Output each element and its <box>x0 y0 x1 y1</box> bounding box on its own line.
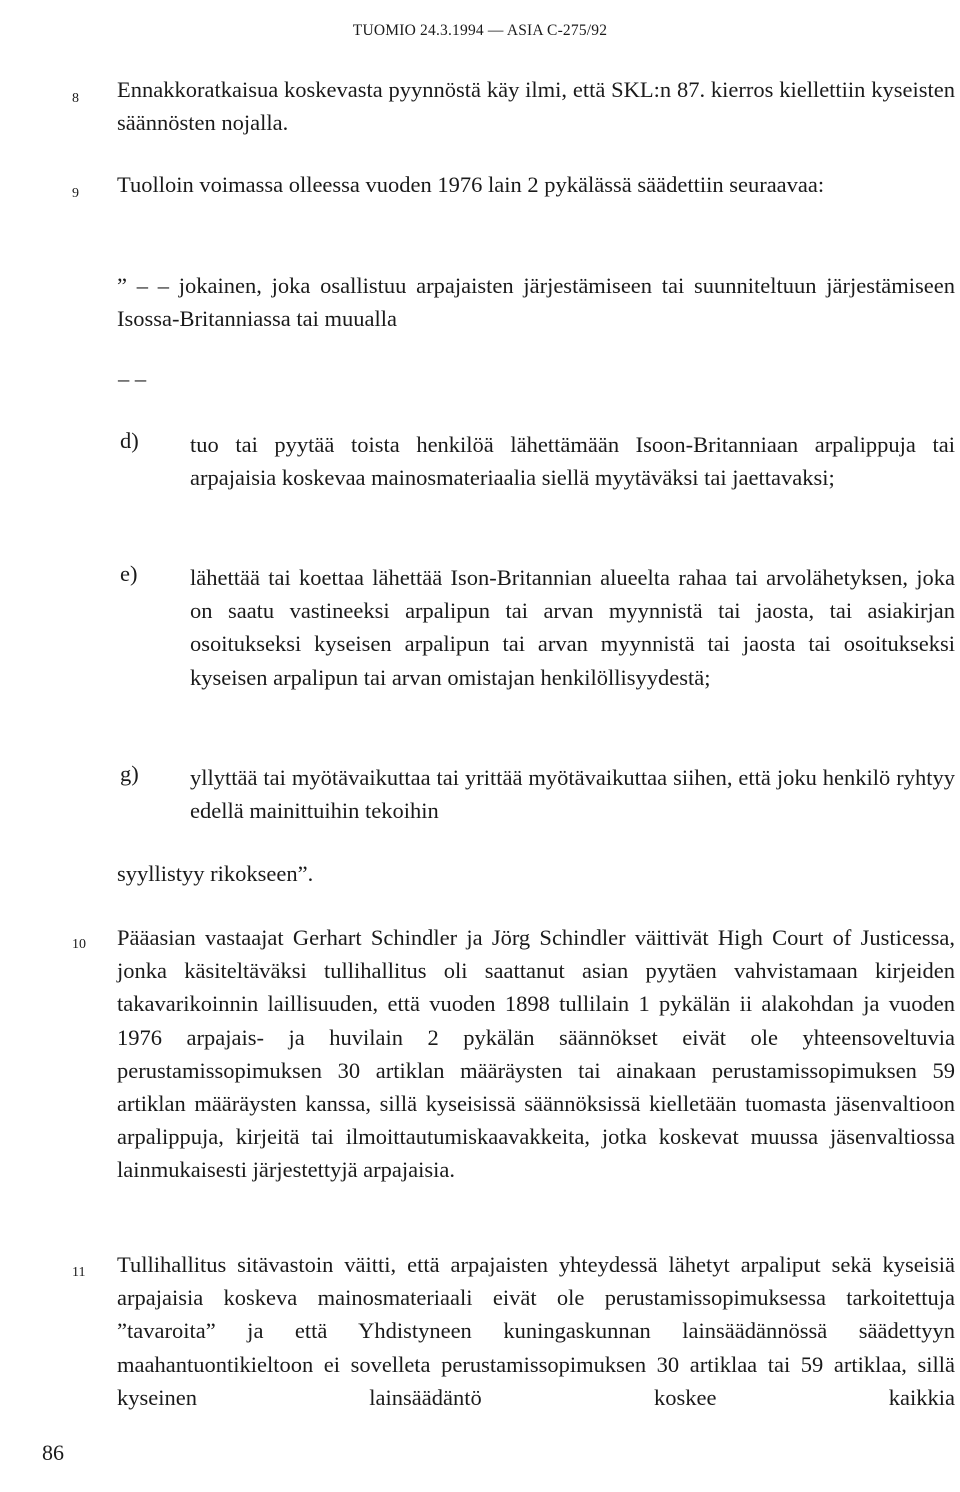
item-text-d: tuo tai pyytää toista henkilöä lähettämään Isoon-Britanniaan arpalippuja tai arpajaisia koskevaa mainosmateriaalia siellä myytäväksi tai jaettavaksi; <box>190 432 955 491</box>
page-number: 86 <box>42 1440 64 1465</box>
quote-ellipsis: – – <box>118 366 147 391</box>
quote-end: syyllistyy rikokseen”. <box>117 861 314 886</box>
paragraph-10: Pääasian vastaajat Gerhart Schindler ja Jörg Schindler väittivät High Court of Justicessa, jonka käsiteltäväksi tullihallitus oli saattanut asian pyytäen vahvistamaan kirjeiden takavarikoinnin laillisuuden, että vuoden 1898 tullilain 1 pykälän ii alakohdan ja vuoden 1976 arpajais- ja huvilain 2 pykälän säännökset eivät ole yhteensoveltuvia perustamissopimuksen 30 artiklan määräysten tai ainakaan perustamissopimuksen 59 artiklan määräysten kanssa, sillä kyseisissä säännöksissä kielletään tuomasta jäsenvaltioon arpalippuja, kirjeitä tai ilmoittautumiskaavakkeita, jotka koskevat muussa jäsenvaltiossa lainmukaisesti järjestettyjä arpajaisia. <box>117 925 955 1183</box>
paragraph-number-8: 8 <box>72 91 79 106</box>
quote-intro: ” – – jokainen, joka osallistuu arpajaisten järjestämiseen tai suunniteltuun järjestämiseen Isossa-Britanniassa tai muualla <box>117 273 955 332</box>
paragraph-9: Tuolloin voimassa olleessa vuoden 1976 lain 2 pykälässä säädettiin seuraavaa: <box>117 172 825 197</box>
item-label-e: e) <box>120 561 138 586</box>
item-text-g: yllyttää tai myötävaikuttaa tai yrittää myötävaikuttaa siihen, että joku henkilö ryhtyy edellä mainittuihin tekoihin <box>190 765 955 824</box>
running-header: TUOMIO 24.3.1994 — ASIA C-275/92 <box>352 22 608 39</box>
paragraph-number-9: 9 <box>72 186 79 201</box>
paragraph-number-11: 11 <box>72 1265 86 1280</box>
item-text-e: lähettää tai koettaa lähettää Ison-Britannian alueelta rahaa tai arvolähetyksen, joka on saatu vastineeksi arpalipun tai arvan myynnistä tai jaosta, tai asiakirjan osoitukseksi kyseisen arpalipun tai arvan myynnistä tai jaosta tai osoitukseksi kyseisen arpalipun tai arvan omistajan henkilöllisyydestä; <box>190 565 955 690</box>
paragraph-number-10: 10 <box>72 937 86 952</box>
item-label-d: d) <box>120 428 139 453</box>
paragraph-8: Ennakkoratkaisua koskevasta pyynnöstä käy ilmi, että SKL:n 87. kierros kiellettiin kyseisten säännösten nojalla. <box>117 77 955 136</box>
paragraph-11: Tullihallitus sitävastoin väitti, että arpajaisten yhteydessä lähetyt arpaliput sekä kyseisiä arpajaisia koskeva mainosmateriaali eivät ole perustamissopimuksessa tarkoitettuja ”tavaroita” ja että Yhdistyneen kuningaskunnan lainsäädännössä säädettyyn maahantuontikieltoon ei sovelleta perustamissopimuksen 30 artiklaa tai 59 artiklaa, sillä kyseinen lainsäädäntö koskee kaikkia <box>117 1252 955 1410</box>
item-label-g: g) <box>120 761 139 786</box>
